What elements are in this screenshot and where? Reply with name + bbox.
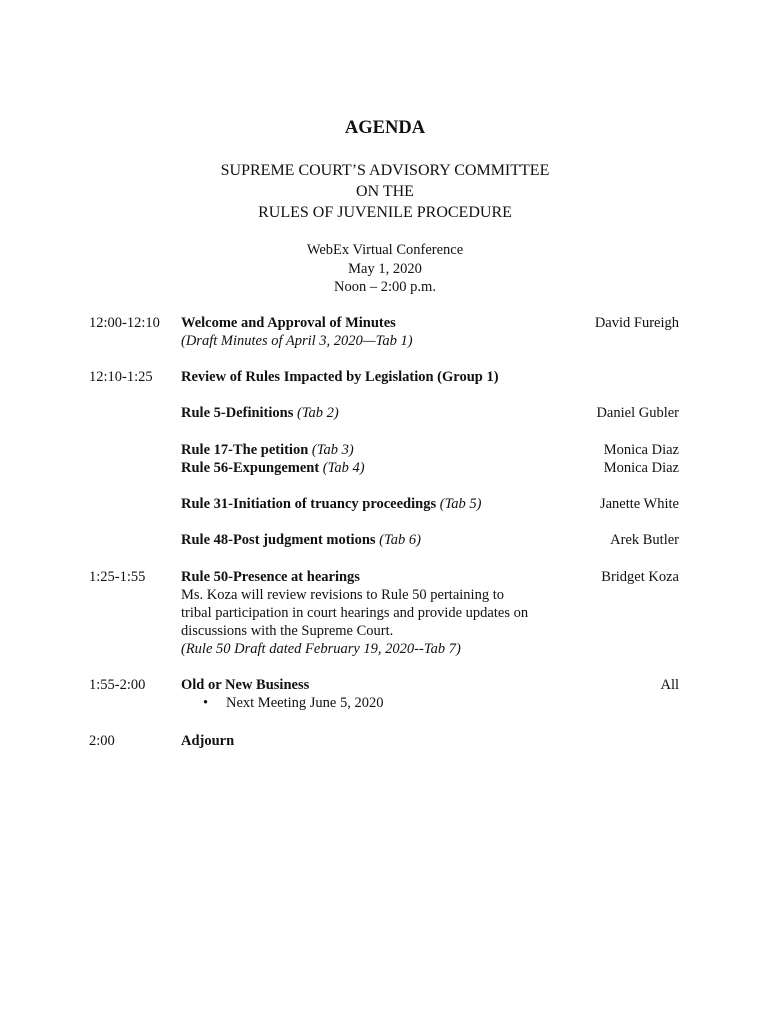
item-presenter: Monica Diaz <box>603 442 679 458</box>
item-description <box>181 568 561 658</box>
item-tab: (Tab 3) <box>311 442 354 458</box>
item-presenter: All <box>660 677 679 693</box>
item-tab: (Tab 4) <box>322 460 365 476</box>
item-time: 12:10-1:25 <box>89 369 153 385</box>
bullet-text: Next Meeting June 5, 2020 <box>226 695 384 711</box>
item-time: 1:25-1:55 <box>89 569 146 585</box>
item-time: 2:00 <box>89 733 115 749</box>
item-description <box>181 368 561 386</box>
item-presenter: Arek Butler <box>610 532 679 548</box>
item-title: Rule 56-Expungement <box>181 460 320 476</box>
item-description <box>181 495 561 513</box>
item-body: Ms. Koza will review revisions to Rule 50 pertaining to <box>181 587 504 603</box>
item-time: 12:00-12:10 <box>89 315 160 331</box>
item-tab: (Tab 5) <box>439 496 482 512</box>
item-description <box>181 531 561 549</box>
bullet-icon: • <box>203 695 209 711</box>
item-description <box>181 441 561 459</box>
item-description <box>181 459 561 477</box>
item-title: Old or New Business <box>181 677 310 693</box>
committee-line: SUPREME COURT’S ADVISORY COMMITTEE <box>220 162 550 179</box>
item-body: discussions with the Supreme Court. <box>181 623 394 639</box>
item-title: Rule 5-Definitions <box>181 405 294 421</box>
meeting-details <box>0 241 770 297</box>
meeting-time: Noon – 2:00 p.m. <box>334 279 436 295</box>
item-presenter: Bridget Koza <box>601 569 679 585</box>
item-title: Rule 48-Post judgment motions <box>181 532 376 548</box>
item-tab: (Tab 6) <box>379 532 421 548</box>
bullet-item <box>181 694 561 712</box>
item-time: 1:55-2:00 <box>89 677 146 693</box>
item-presenter: David Fureigh <box>594 315 679 331</box>
committee-name <box>0 160 770 223</box>
item-presenter: Janette White <box>599 496 679 512</box>
item-description <box>181 404 561 422</box>
item-presenter: Daniel Gubler <box>596 405 679 421</box>
item-note: (Draft Minutes of April 3, 2020—Tab 1) <box>181 333 413 349</box>
item-title: Adjourn <box>181 733 235 749</box>
item-body: tribal participation in court hearings and provide updates on <box>181 605 529 621</box>
meeting-date: May 1, 2020 <box>348 260 422 277</box>
item-description <box>181 732 561 750</box>
committee-line: ON THE <box>356 183 414 200</box>
item-title: Welcome and Approval of Minutes <box>181 315 396 331</box>
meeting-venue: WebEx Virtual Conference <box>306 242 464 258</box>
agenda-title: AGENDA <box>344 118 426 138</box>
item-presenter: Monica Diaz <box>603 460 679 476</box>
item-tab: (Tab 2) <box>297 405 339 421</box>
item-description <box>181 676 561 712</box>
item-description <box>181 314 561 350</box>
item-note: (Rule 50 Draft dated February 19, 2020--Tab 7) <box>181 641 461 657</box>
item-title: Rule 50-Presence at hearings <box>181 569 360 585</box>
item-title: Rule 17-The petition <box>181 442 309 458</box>
item-title: Rule 31-Initiation of truancy proceedings <box>181 496 437 512</box>
item-title: Review of Rules Impacted by Legislation (Group 1) <box>181 369 499 385</box>
committee-line: RULES OF JUVENILE PROCEDURE <box>258 204 512 221</box>
